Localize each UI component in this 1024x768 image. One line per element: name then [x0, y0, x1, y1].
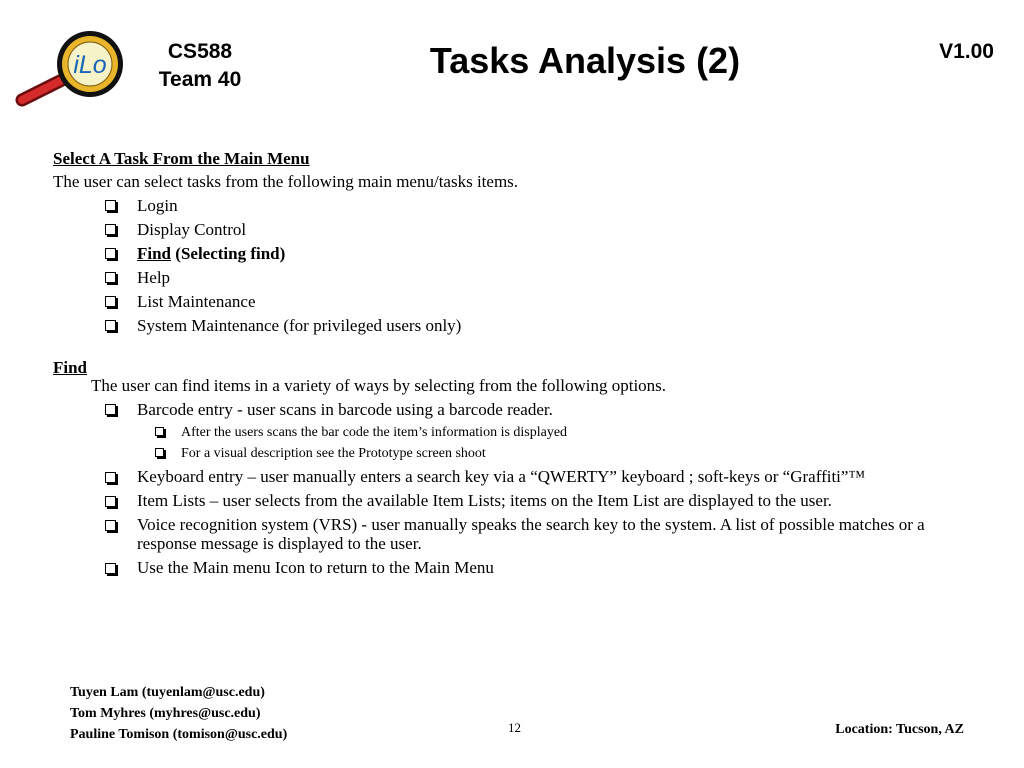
checkbox-bullet-icon	[105, 472, 116, 483]
section-intro-find: The user can find items in a variety of ways by selecting from the following options.	[91, 376, 667, 395]
author-line: Tom Myhres (myhres@usc.edu)	[70, 706, 261, 721]
page-number: 12	[508, 720, 521, 735]
find-link-text: Find	[137, 244, 172, 263]
list-item: System Maintenance (for privileged users only)	[53, 314, 983, 338]
list-item: Display Control	[53, 218, 983, 242]
checkbox-bullet-icon	[105, 496, 116, 507]
version-label: V1.00	[939, 40, 994, 63]
footer-location: Location: Tucson, AZ	[835, 722, 964, 737]
checkbox-bullet-icon	[105, 563, 116, 574]
team-name: Team 40	[158, 68, 242, 91]
checkbox-bullet-icon	[105, 200, 116, 211]
section-intro-main-menu: The user can select tasks from the following main menu/tasks items.	[53, 172, 519, 191]
checkbox-bullet-icon	[155, 427, 164, 436]
list-item: Login	[53, 194, 983, 218]
checkbox-bullet-icon	[105, 248, 116, 259]
list-item: Barcode entry - user scans in barcode using a barcode reader.	[53, 398, 983, 422]
course-name: CS588	[167, 40, 233, 63]
team-label	[140, 38, 260, 94]
list-item: Help	[53, 266, 983, 290]
slide-title: Tasks Analysis (2)	[429, 40, 741, 81]
slide-content	[53, 148, 983, 579]
checkbox-bullet-icon	[105, 296, 116, 307]
checkbox-bullet-icon	[105, 404, 116, 415]
section-heading-main-menu: Select A Task From the Main Menu	[53, 149, 310, 168]
checkbox-bullet-icon	[155, 448, 164, 457]
author-line: Pauline Tomison (tomison@usc.edu)	[70, 727, 288, 742]
list-item: List Maintenance	[53, 290, 983, 314]
checkbox-bullet-icon	[105, 272, 116, 283]
list-item: Find (Selecting find)	[53, 242, 983, 266]
list-item: Keyboard entry – user manually enters a search key via a “QWERTY” keyboard ; soft-keys or “Graffiti”™	[53, 464, 983, 488]
checkbox-bullet-icon	[105, 520, 116, 531]
checkbox-bullet-icon	[105, 320, 116, 331]
list-item: After the users scans the bar code the item’s information is displayed	[53, 422, 983, 443]
find-more-list	[53, 464, 983, 579]
barcode-sub-list	[53, 422, 983, 464]
list-item: Use the Main menu Icon to return to the Main Menu	[53, 555, 983, 579]
checkbox-bullet-icon	[105, 224, 116, 235]
main-menu-list	[53, 194, 983, 338]
list-item: Item Lists – user selects from the available Item Lists; items on the Item List are displayed to the user.	[53, 488, 983, 512]
section-heading-find: Find	[53, 358, 88, 377]
list-item: For a visual description see the Prototype screen shoot	[53, 443, 983, 464]
footer-authors	[70, 682, 287, 745]
list-item: Voice recognition system (VRS) - user manually speaks the search key to the system. A list of possible matches or a response message is displayed to the user.	[53, 512, 983, 555]
find-options-list	[53, 398, 983, 422]
author-line: Tuyen Lam (tuyenlam@usc.edu)	[70, 685, 265, 700]
logo-text: iLo	[73, 51, 107, 79]
ilo-logo	[14, 26, 134, 108]
